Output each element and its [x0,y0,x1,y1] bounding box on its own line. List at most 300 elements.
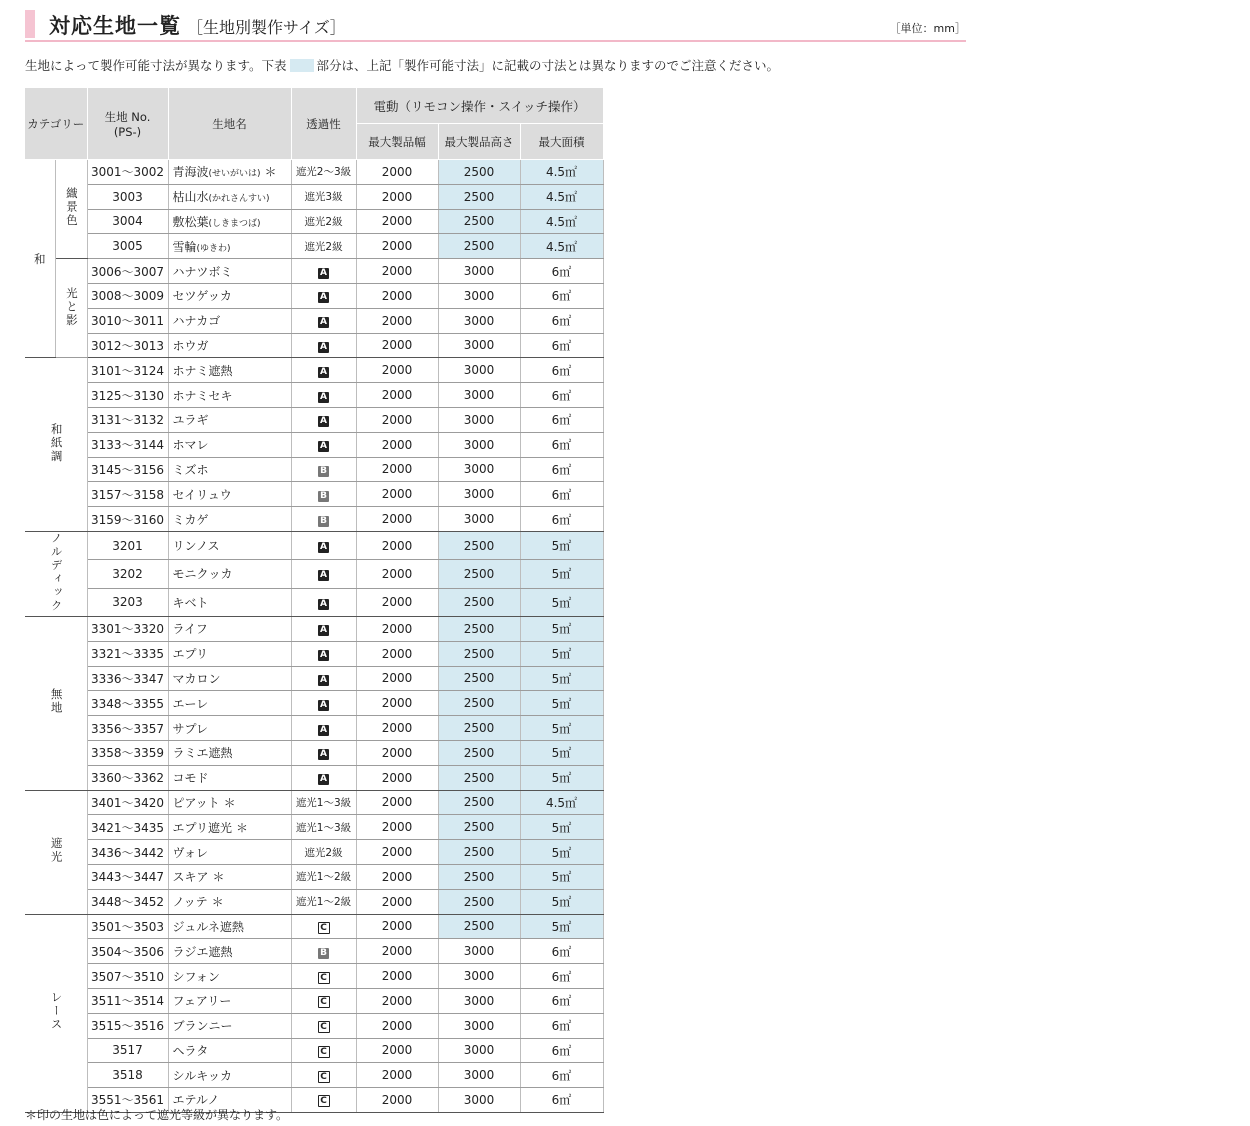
table-row [25,616,603,641]
max-height: 3000 [438,259,520,284]
table-row [25,560,603,588]
max-area: 4.5㎡ [520,209,603,234]
fabric-name: セイリュウ [168,482,291,507]
max-height: 3000 [438,988,520,1013]
max-height: 3000 [438,358,520,383]
unit-label: ［単位：mm］ [889,22,966,35]
fabric-name: ライフ [168,616,291,641]
fabric-no: 3517 [87,1038,168,1063]
table-row [25,815,603,840]
transparency [291,308,356,333]
table-row [25,691,603,716]
max-area: 6㎡ [520,1013,603,1038]
table-row [25,740,603,765]
table-row [25,482,603,507]
fabric-no: 3201 [87,531,168,559]
transparency [291,407,356,432]
fabric-name: セツゲッカ [168,283,291,308]
transparency [291,765,356,790]
max-height: 2500 [438,790,520,815]
mark-a-icon: A [318,367,329,378]
max-area: 5㎡ [520,641,603,666]
table-row [25,184,603,209]
max-width: 2000 [356,616,438,641]
fabric-name: ピアット ＊ [168,790,291,815]
header-name: 生地名 [168,88,291,160]
transparency: 遮光2級 [291,234,356,259]
transparency [291,691,356,716]
table-row [25,531,603,559]
transparency [291,531,356,559]
max-width: 2000 [356,889,438,914]
max-area: 5㎡ [520,864,603,889]
max-width: 2000 [356,209,438,234]
fabric-name: エテルノ [168,1088,291,1113]
max-width: 2000 [356,407,438,432]
max-height: 3000 [438,1063,520,1088]
max-area: 5㎡ [520,716,603,741]
max-width: 2000 [356,259,438,284]
max-width: 2000 [356,666,438,691]
max-width: 2000 [356,641,438,666]
max-height: 2500 [438,740,520,765]
max-height: 3000 [438,333,520,358]
max-area: 4.5㎡ [520,790,603,815]
table-row [25,666,603,691]
fabric-name: キベト [168,588,291,616]
max-height: 2500 [438,691,520,716]
transparency: 遮光2級 [291,840,356,865]
max-width: 2000 [356,383,438,408]
transparency: 遮光1～2級 [291,864,356,889]
fabric-name: ホナミ遮熱 [168,358,291,383]
mark-a-icon: A [318,725,329,736]
transparency [291,358,356,383]
table-row [25,407,603,432]
max-height: 2500 [438,914,520,939]
fabric-name: ヘラタ [168,1038,291,1063]
max-height: 2500 [438,815,520,840]
mark-c-icon: C [318,1095,330,1107]
fabric-name: コモド [168,765,291,790]
fabric-name: ミカゲ [168,507,291,532]
transparency [291,283,356,308]
fabric-no: 3551～3561 [87,1088,168,1113]
mark-c-icon: C [318,1071,330,1083]
fabric-no: 3448～3452 [87,889,168,914]
max-width: 2000 [356,1063,438,1088]
mark-a-icon: A [318,625,329,636]
max-height: 3000 [438,283,520,308]
fabric-no: 3157～3158 [87,482,168,507]
transparency: 遮光2～3級 [291,160,356,185]
transparency [291,432,356,457]
mark-b-icon: B [318,516,329,527]
fabric-no: 3356～3357 [87,716,168,741]
mark-c-icon: C [318,972,330,984]
table-row [25,588,603,616]
max-width: 2000 [356,914,438,939]
fabric-no: 3125～3130 [87,383,168,408]
max-width: 2000 [356,358,438,383]
max-width: 2000 [356,531,438,559]
max-height: 2500 [438,765,520,790]
fabric-name: ラジエ遮熱 [168,939,291,964]
table-row [25,914,603,939]
max-width: 2000 [356,864,438,889]
fabric-no: 3421～3435 [87,815,168,840]
asterisk-icon: ＊ [211,895,224,910]
footnote: ＊印の生地は色によって遮光等級が異なります。 [25,1108,289,1122]
max-width: 2000 [356,507,438,532]
fabric-no: 3203 [87,588,168,616]
fabric-name: リンノス [168,531,291,559]
max-area: 5㎡ [520,815,603,840]
transparency [291,914,356,939]
max-area: 6㎡ [520,482,603,507]
fabric-name: ユラギ [168,407,291,432]
transparency [291,1063,356,1088]
max-height: 2500 [438,160,520,185]
mark-c-icon: C [318,996,330,1008]
table-row [25,840,603,865]
max-area: 5㎡ [520,840,603,865]
max-area: 6㎡ [520,457,603,482]
max-width: 2000 [356,840,438,865]
transparency [291,259,356,284]
fabric-name: マカロン [168,666,291,691]
max-width: 2000 [356,588,438,616]
page-title: 対応生地一覧 [49,14,181,38]
mark-a-icon: A [318,416,329,427]
title-bar [25,8,966,42]
fabric-no: 3006～3007 [87,259,168,284]
transparency: 遮光3級 [291,184,356,209]
table-row [25,457,603,482]
max-width: 2000 [356,234,438,259]
mark-a-icon: A [318,342,329,353]
max-height: 2500 [438,840,520,865]
table-row [25,507,603,532]
transparency [291,1088,356,1113]
max-height: 2500 [438,889,520,914]
max-width: 2000 [356,765,438,790]
header-max-area: 最大面積 [520,124,603,160]
mark-a-icon: A [318,749,329,760]
transparency [291,482,356,507]
transparency [291,588,356,616]
max-area: 6㎡ [520,964,603,989]
header-max-height: 最大製品高さ [438,124,520,160]
max-area: 6㎡ [520,308,603,333]
fabric-name: シルキッカ [168,1063,291,1088]
category-cell: 遮光 [25,790,87,914]
max-area: 5㎡ [520,531,603,559]
table-row [25,383,603,408]
highlight-swatch [290,59,314,72]
fabric-name: ジュルネ遮熱 [168,914,291,939]
header-max-width: 最大製品幅 [356,124,438,160]
table-row [25,308,603,333]
category-cell: レース [25,914,87,1112]
table-row [25,333,603,358]
max-height: 3000 [438,482,520,507]
fabric-name: ハナカゴ [168,308,291,333]
fabric-no: 3001～3002 [87,160,168,185]
max-area: 5㎡ [520,740,603,765]
fabric-name: 枯山水(かれさんすい) [168,184,291,209]
fabric-no: 3401～3420 [87,790,168,815]
mark-a-icon: A [318,441,329,452]
table-row [25,964,603,989]
table-row [25,988,603,1013]
max-height: 2500 [438,209,520,234]
max-area: 6㎡ [520,432,603,457]
max-height: 2500 [438,234,520,259]
transparency [291,716,356,741]
mark-a-icon: A [318,392,329,403]
asterisk-icon: ＊ [264,165,277,180]
transparency [291,507,356,532]
transparency [291,988,356,1013]
max-area: 6㎡ [520,988,603,1013]
max-height: 3000 [438,457,520,482]
fabric-name: ミズホ [168,457,291,482]
max-height: 3000 [438,507,520,532]
mark-b-icon: B [318,948,329,959]
max-area: 5㎡ [520,889,603,914]
max-width: 2000 [356,815,438,840]
max-area: 5㎡ [520,560,603,588]
fabric-no: 3005 [87,234,168,259]
max-height: 3000 [438,1088,520,1113]
fabric-name: ホマレ [168,432,291,457]
max-width: 2000 [356,1088,438,1113]
table-row [25,1013,603,1038]
max-width: 2000 [356,716,438,741]
max-width: 2000 [356,432,438,457]
max-area: 5㎡ [520,616,603,641]
max-width: 2000 [356,560,438,588]
fabric-no: 3501～3503 [87,914,168,939]
max-width: 2000 [356,740,438,765]
note-text [25,56,779,74]
fabric-no: 3360～3362 [87,765,168,790]
max-height: 3000 [438,308,520,333]
fabric-name: ラミエ遮熱 [168,740,291,765]
table-row [25,765,603,790]
fabric-no: 3518 [87,1063,168,1088]
max-area: 4.5㎡ [520,234,603,259]
fabric-no: 3321～3335 [87,641,168,666]
max-width: 2000 [356,457,438,482]
max-area: 4.5㎡ [520,184,603,209]
fabric-name: フェアリー [168,988,291,1013]
category-cell: 和紙調 [25,358,87,532]
max-height: 3000 [438,939,520,964]
max-width: 2000 [356,160,438,185]
mark-a-icon: A [318,542,329,553]
max-height: 2500 [438,864,520,889]
header-category: カテゴリー [25,88,87,160]
fabric-name: サプレ [168,716,291,741]
max-height: 3000 [438,1013,520,1038]
transparency: 遮光1～2級 [291,889,356,914]
transparency [291,1038,356,1063]
transparency: 遮光2級 [291,209,356,234]
table-row [25,641,603,666]
table-body [25,160,603,1113]
fabric-no: 3131～3132 [87,407,168,432]
asterisk-icon: ＊ [236,820,249,835]
max-area: 5㎡ [520,914,603,939]
mark-a-icon: A [318,317,329,328]
fabric-no: 3010～3011 [87,308,168,333]
max-width: 2000 [356,1013,438,1038]
max-height: 3000 [438,383,520,408]
max-height: 2500 [438,531,520,559]
fabric-no: 3348～3355 [87,691,168,716]
fabric-name: エーレ [168,691,291,716]
max-area: 6㎡ [520,358,603,383]
table-row [25,864,603,889]
fabric-table [25,88,604,1113]
max-height: 2500 [438,560,520,588]
category-cell: 和 [25,160,55,358]
fabric-name: モニクッカ [168,560,291,588]
title-accent [25,10,35,38]
max-width: 2000 [356,482,438,507]
mark-a-icon: A [318,700,329,711]
table-row [25,160,603,185]
max-area: 5㎡ [520,588,603,616]
transparency [291,740,356,765]
max-height: 2500 [438,588,520,616]
max-area: 6㎡ [520,1088,603,1113]
max-width: 2000 [356,964,438,989]
table-row [25,234,603,259]
fabric-no: 3159～3160 [87,507,168,532]
table-row [25,889,603,914]
max-area: 5㎡ [520,691,603,716]
max-width: 2000 [356,988,438,1013]
fabric-no: 3336～3347 [87,666,168,691]
fabric-name: ホナミセキ [168,383,291,408]
max-area: 6㎡ [520,939,603,964]
table-row [25,790,603,815]
max-width: 2000 [356,184,438,209]
transparency [291,666,356,691]
mark-c-icon: C [318,922,330,934]
subcategory-cell: 光と影 [55,259,87,358]
max-area: 6㎡ [520,1063,603,1088]
transparency [291,333,356,358]
mark-a-icon: A [318,268,329,279]
fabric-name: 雪輪(ゆきわ) [168,234,291,259]
transparency [291,939,356,964]
max-height: 3000 [438,432,520,457]
max-width: 2000 [356,939,438,964]
fabric-no: 3145～3156 [87,457,168,482]
fabric-no: 3101～3124 [87,358,168,383]
table-row [25,259,603,284]
max-height: 3000 [438,964,520,989]
table-row [25,1038,603,1063]
max-area: 6㎡ [520,259,603,284]
mark-a-icon: A [318,570,329,581]
max-height: 2500 [438,666,520,691]
asterisk-icon: ＊ [223,795,236,810]
title-accent-gap [35,10,38,38]
max-height: 2500 [438,716,520,741]
category-cell: ノルディック [25,531,87,616]
fabric-no: 3507～3510 [87,964,168,989]
mark-c-icon: C [318,1021,330,1033]
max-area: 6㎡ [520,1038,603,1063]
fabric-name: ブランニー [168,1013,291,1038]
mark-a-icon: A [318,774,329,785]
fabric-no: 3202 [87,560,168,588]
fabric-no: 3008～3009 [87,283,168,308]
subcategory-cell: 織景色 [55,160,87,259]
transparency: 遮光1～3級 [291,790,356,815]
max-area: 6㎡ [520,407,603,432]
header-transparency: 透過性 [291,88,356,160]
max-height: 2500 [438,616,520,641]
table-row [25,939,603,964]
fabric-no: 3436～3442 [87,840,168,865]
table-row [25,283,603,308]
max-width: 2000 [356,283,438,308]
asterisk-icon: ＊ [212,870,225,885]
mark-a-icon: A [318,599,329,610]
fabric-name: 青海波(せいがいは) ＊ [168,160,291,185]
max-area: 4.5㎡ [520,160,603,185]
mark-a-icon: A [318,292,329,303]
table-row [25,1063,603,1088]
fabric-no: 3443～3447 [87,864,168,889]
header-no: 生地 No. (PS-) [87,88,168,160]
fabric-no: 3358～3359 [87,740,168,765]
fabric-name: 敷松葉(しきまつば) [168,209,291,234]
max-width: 2000 [356,333,438,358]
mark-b-icon: B [318,491,329,502]
max-area: 6㎡ [520,507,603,532]
transparency: 遮光1～3級 [291,815,356,840]
max-height: 3000 [438,1038,520,1063]
max-width: 2000 [356,691,438,716]
transparency [291,641,356,666]
page-subtitle: ［生地別製作サイズ］ [187,18,346,37]
max-width: 2000 [356,1038,438,1063]
mark-a-icon: A [318,675,329,686]
table-row [25,432,603,457]
table-row [25,209,603,234]
fabric-no: 3004 [87,209,168,234]
note-after: 部分は、上記「製作可能寸法」に記載の寸法とは異なりますのでご注意ください。 [316,58,780,73]
fabric-name: ノッテ ＊ [168,889,291,914]
max-area: 6㎡ [520,383,603,408]
transparency [291,457,356,482]
fabric-name: シフォン [168,964,291,989]
fabric-no: 3504～3506 [87,939,168,964]
fabric-name: ハナツボミ [168,259,291,284]
table-row [25,716,603,741]
mark-c-icon: C [318,1046,330,1058]
fabric-no: 3003 [87,184,168,209]
fabric-no: 3515～3516 [87,1013,168,1038]
fabric-no: 3301～3320 [87,616,168,641]
